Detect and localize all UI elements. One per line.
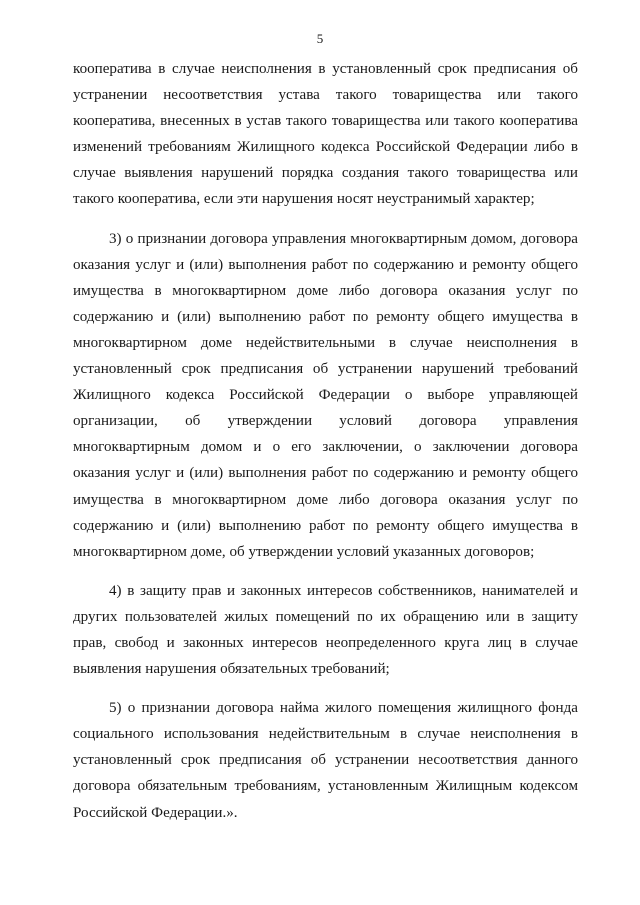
- paragraph-continuation: кооператива в случае неисполнения в установленный срок предписания об устранении несоответствия устава такого товарищества или такого кооператива, внесенных в устав такого товарищества или такого кооператива изменений требованиям Жилищного кодекса Российской Федерации либо в случае выявления нарушений порядка создания такого товарищества или такого кооператива, если эти нарушения носят неустранимый характер;: [73, 61, 578, 208]
- paragraph-item-3: 3) о признании договора управления многоквартирным домом, договора оказания услуг и (или) выполнения работ по содержанию и ремонту общего имущества в многоквартирном доме либо договора оказания услуг по содержанию и (или) выполнению работ по ремонту общего имущества в многоквартирном доме недействительными в случае неисполнения в установленный срок предписания об устранении нарушений требований Жилищного кодекса Российской Федерации о выборе управляющей организации, об утверждении условий договора управления многоквартирным домом и о его заключении, о заключении договора оказания услуг и (или) выполнения работ по содержанию и ремонту общего имущества в многоквартирном доме либо договора оказания услуг по содержанию и (или) выполнению работ по ремонту общего имущества в многоквартирном доме, об утверждении условий указанных договоров;: [73, 230, 578, 560]
- document-body: [73, 56, 578, 826]
- page-number: 5: [316, 31, 324, 46]
- paragraph-item-5: 5) о признании договора найма жилого помещения жилищного фонда социального использования недействительным в случае неисполнения в установленный срок предписания об устранении несоответствия данного договора обязательным требованиям, установленным Жилищным кодексом Российской Федерации.».: [73, 700, 578, 821]
- paragraph-item-4: 4) в защиту прав и законных интересов собственников, нанимателей и других пользователей жилых помещений по их обращению или в защиту прав, свобод и законных интересов неопределенного круга лиц в случае выявления нарушения обязательных требований;: [73, 582, 578, 678]
